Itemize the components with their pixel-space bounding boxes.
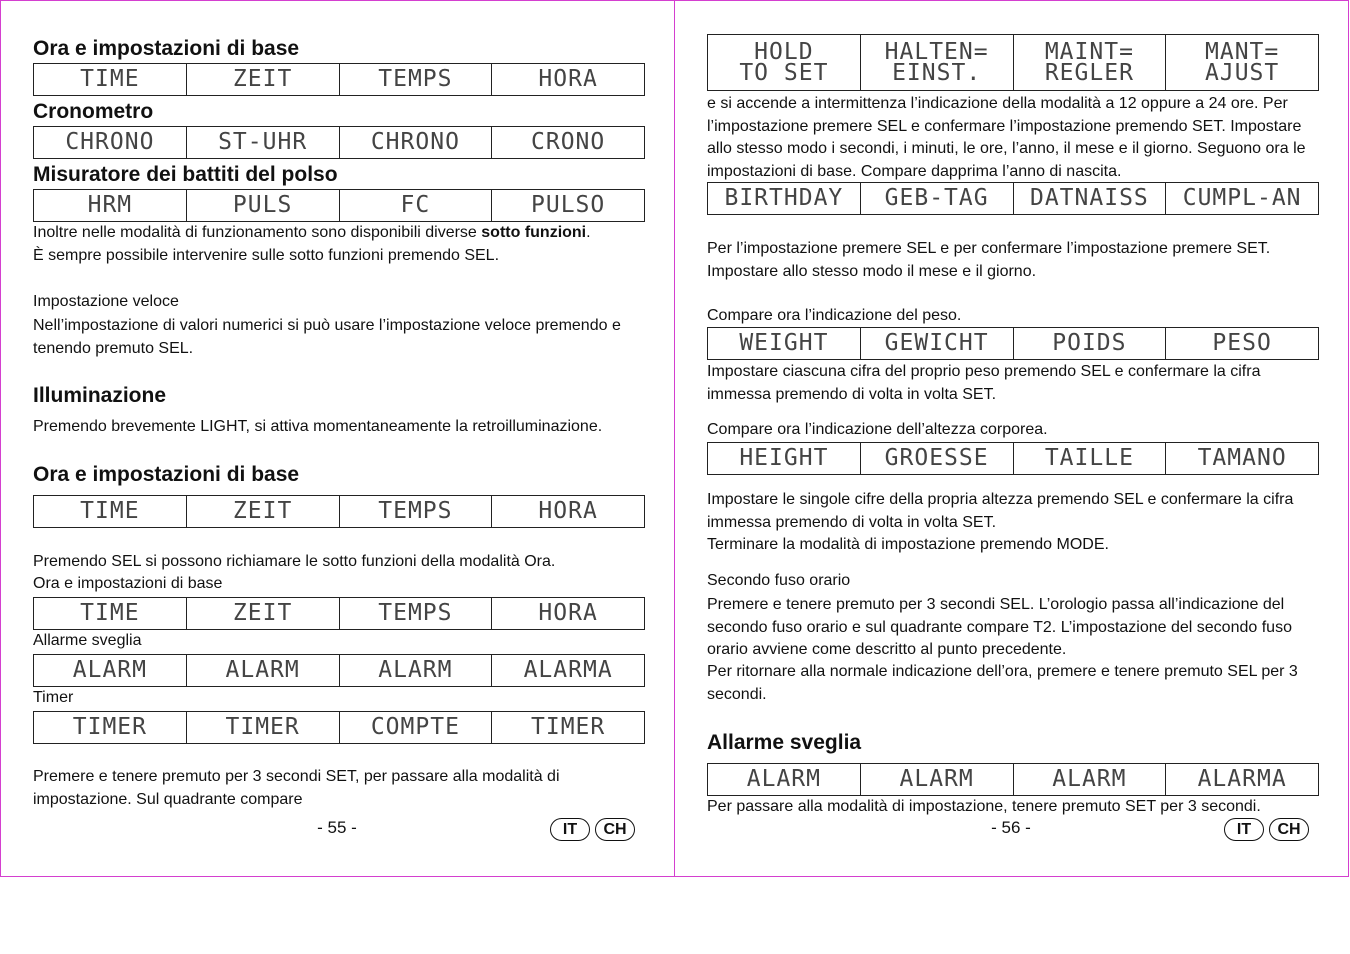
lcd-cell: GEWICHT	[860, 328, 1013, 359]
heading-alarm: Allarme sveglia	[707, 731, 862, 754]
lcd-cell: DATNAISS	[1013, 183, 1166, 214]
lcd-cell: HOLD TO SET	[739, 38, 829, 86]
lcd-table-hrm	[33, 189, 645, 222]
lcd-cell: TIMER	[72, 714, 147, 740]
lcd-cell: ALARM	[186, 655, 339, 686]
heading-base-settings-2: Ora e impostazioni di base	[33, 463, 300, 486]
lcd-cell: POIDS	[1013, 328, 1166, 359]
lcd-cell: TIME	[80, 66, 140, 92]
lcd-cell: TAILLE	[1013, 443, 1166, 474]
lcd-cell: PULSO	[491, 190, 644, 221]
badge-it: IT	[1224, 818, 1264, 841]
lcd-cell: TIME	[80, 498, 140, 524]
lcd-table-time	[33, 63, 645, 96]
lcd-cell: TIMER	[491, 712, 644, 743]
lcd-cell: HORA	[491, 598, 644, 629]
lcd-cell: TEMPS	[339, 64, 492, 95]
paragraph-illumination: Premendo brevemente LIGHT, si attiva momentaneamente la retroilluminazione.	[33, 418, 603, 435]
lcd-cell: ALARMA	[1165, 764, 1318, 795]
subheading-quick-setting: Impostazione veloce	[33, 293, 179, 310]
lcd-cell: FC	[339, 190, 492, 221]
lcd-cell: WEIGHT	[739, 330, 829, 356]
paragraph-weight: Impostare ciascuna cifra del proprio peso premendo SEL e confermare la cifra immessa premendo di volta in volta SET.	[707, 363, 1261, 403]
subheading-timer: Timer	[33, 689, 74, 706]
paragraph-birthday: Per l’impostazione premere SEL e per confermare l’impostazione premere SET. Impostare allo stesso modo il mese e il giorno.	[707, 240, 1271, 280]
subheading-base: Ora e impostazioni di base	[33, 575, 223, 592]
language-badges-right	[1224, 818, 1309, 841]
lcd-cell: ALARM	[860, 764, 1013, 795]
badge-ch: CH	[1269, 818, 1309, 841]
paragraph-second-timezone: Premere e tenere premuto per 3 secondi SEL. L’orologio passa all’indicazione del secondo fuso orario e sul quadrante compare T2. L’impostazione del secondo fuso orario avviene come descritto al punto precedente.	[707, 596, 1292, 658]
lcd-cell: ZEIT	[186, 496, 339, 527]
paragraph-height-intro: Compare ora l’indicazione dell’altezza corporea.	[707, 421, 1048, 438]
lcd-cell: ALARM	[339, 655, 492, 686]
lcd-cell: HRM	[87, 192, 133, 218]
badge-ch: CH	[595, 818, 635, 841]
paragraph-height: Impostare le singole cifre della propria altezza premendo SEL e confermare la cifra immessa premendo di volta in volta SET.	[707, 491, 1294, 531]
lcd-table-weight	[707, 327, 1319, 360]
lcd-cell: BIRTHDAY	[724, 185, 844, 211]
lcd-table-timer	[33, 711, 645, 744]
lcd-cell: HORA	[491, 496, 644, 527]
page-number-left: - 55 -	[317, 818, 357, 837]
lcd-cell: CHRONO	[65, 129, 155, 155]
lcd-cell: ALARM	[72, 657, 147, 683]
lcd-cell: CRONO	[491, 127, 644, 158]
page-divider	[674, 0, 675, 876]
lcd-cell: ZEIT	[186, 598, 339, 629]
lcd-cell: GROESSE	[860, 443, 1013, 474]
paragraph-set-hold: Premere e tenere premuto per 3 secondi SET, per passare alla modalità di impostazione. Sul quadrante compare	[33, 768, 560, 808]
lcd-cell: PULS	[186, 190, 339, 221]
subheading-second-timezone: Secondo fuso orario	[707, 572, 851, 589]
lcd-table-time-3	[33, 597, 645, 630]
lcd-cell: COMPTE	[339, 712, 492, 743]
lcd-cell: MAINT= REGLER	[1013, 35, 1166, 90]
paragraph-alarm-set: Per passare alla modalità di impostazione, tenere premuto SET per 3 secondi.	[707, 798, 1261, 815]
paragraph-weight-intro: Compare ora l’indicazione del peso.	[707, 307, 962, 324]
lcd-cell: ALARMA	[491, 655, 644, 686]
lcd-cell: MANT= AJUST	[1165, 35, 1318, 90]
heading-illumination: Illuminazione	[33, 384, 167, 407]
lcd-cell: ST-UHR	[186, 127, 339, 158]
lcd-table-alarm-right	[707, 763, 1319, 796]
paragraph-height-end: Terminare la modalità di impostazione premendo MODE.	[707, 536, 1109, 553]
lcd-cell: ZEIT	[186, 64, 339, 95]
lcd-cell: HORA	[491, 64, 644, 95]
lcd-cell: HEIGHT	[739, 445, 829, 471]
badge-it: IT	[550, 818, 590, 841]
lcd-cell: CHRONO	[339, 127, 492, 158]
lcd-table-height	[707, 442, 1319, 475]
page-number-right: - 56 -	[991, 818, 1031, 837]
lcd-cell: CUMPL-AN	[1165, 183, 1318, 214]
text-subfunctions-a: Inoltre nelle modalità di funzionamento sono disponibili diverse	[33, 224, 482, 241]
lcd-cell: PESO	[1165, 328, 1318, 359]
paragraph-sel-submodes: Premendo SEL si possono richiamare le sotto funzioni della modalità Ora.	[33, 553, 556, 570]
lcd-cell: GEB-TAG	[860, 183, 1013, 214]
paragraph-hold: e si accende a intermittenza l’indicazione della modalità a 12 oppure a 24 ore. Per l’impostazione premere SEL e confermare l’impostazione premendo SET. Impostare allo stesso modo i secondi, i minuti, le ore, l’anno, il mese e il giorno. Seguono ora le impostazioni di base. Compare dapprima l’anno di nascita.	[707, 95, 1306, 180]
paragraph-return-time: Per ritornare alla normale indicazione dell’ora, premere e tenere premuto SEL per 3 secondi.	[707, 663, 1298, 703]
language-badges-left	[550, 818, 635, 841]
lcd-table-chrono	[33, 126, 645, 159]
lcd-table-alarm	[33, 654, 645, 687]
paragraph-quick-setting: Nell’impostazione di valori numerici si può usare l’impostazione veloce premendo e tenendo premuto SEL.	[33, 317, 621, 357]
lcd-table-hold-to-set	[707, 34, 1319, 91]
heading-chrono: Cronometro	[33, 100, 154, 123]
lcd-cell: ALARM	[1013, 764, 1166, 795]
paragraph-subfunctions	[33, 222, 645, 245]
lcd-table-birthday	[707, 182, 1319, 215]
text-subfunctions-c: .	[586, 224, 591, 241]
lcd-cell: TAMANO	[1165, 443, 1318, 474]
paragraph-sel-access: È sempre possibile intervenire sulle sotto funzioni premendo SEL.	[33, 247, 500, 264]
heading-hrm: Misuratore dei battiti del polso	[33, 163, 338, 186]
lcd-cell: HALTEN= EINST.	[860, 35, 1013, 90]
lcd-table-time-2	[33, 495, 645, 528]
text-subfunctions-bold: sotto funzioni	[481, 224, 587, 241]
lcd-cell: TIMER	[186, 712, 339, 743]
lcd-cell: TEMPS	[339, 496, 492, 527]
lcd-cell: TEMPS	[339, 598, 492, 629]
heading-base-settings: Ora e impostazioni di base	[33, 37, 300, 60]
lcd-cell: TIME	[80, 600, 140, 626]
lcd-cell: ALARM	[746, 766, 821, 792]
subheading-alarm: Allarme sveglia	[33, 632, 142, 649]
